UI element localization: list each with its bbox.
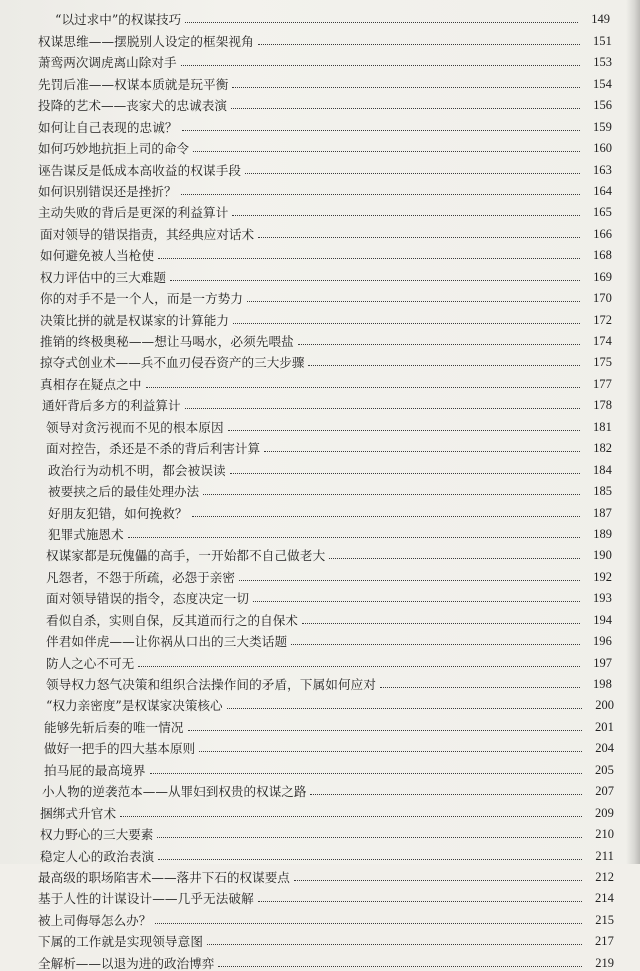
toc-entry — [0, 649, 640, 670]
toc-entry — [0, 906, 640, 927]
toc-entry-title: 萧鸾两次调虎离山除对手 — [38, 55, 177, 71]
toc-entry-title: 领导对贪污视而不见的根本原因 — [46, 419, 224, 435]
toc-entry — [0, 735, 640, 756]
toc-entry-page-number: 153 — [593, 55, 612, 70]
toc-entry-page-number: 198 — [592, 677, 612, 691]
toc-entry — [0, 285, 640, 306]
toc-entry-title: 下属的工作就是实现领导意图 — [38, 934, 204, 950]
dot-leader — [150, 773, 582, 774]
toc-entry-page-number: 194 — [593, 612, 612, 627]
toc-entry-title: 诬告谋反是低成本高收益的权谋手段 — [38, 162, 242, 178]
toc-entry-title: 被要挟之后的最佳处理办法 — [48, 484, 200, 500]
toc-entry-title: 能够先斩后奏的唯一情况 — [44, 719, 184, 735]
dot-leader — [232, 215, 580, 216]
toc-entry — [0, 435, 640, 456]
toc-entry-title: 通奸背后多方的利益算计 — [42, 398, 181, 414]
dot-leader — [247, 301, 580, 302]
toc-entry — [0, 263, 640, 284]
toc-entry-page-number: 185 — [593, 484, 612, 499]
toc-entry-title: 如何让自己表现的忠诚？ — [38, 119, 178, 135]
toc-entry — [0, 949, 640, 970]
toc-entry — [0, 799, 640, 820]
toc-entry-page-number: 210 — [595, 827, 614, 842]
toc-entry — [0, 49, 640, 70]
toc-entry — [0, 456, 640, 477]
toc-entry — [0, 6, 640, 27]
dot-leader — [258, 237, 580, 238]
toc-entry — [0, 242, 640, 263]
toc-entry-title: 主动失败的背后是更深的利益算计 — [38, 205, 229, 221]
toc-entry-title: 基于人性的计谋设计——几乎无法破解 — [38, 891, 254, 907]
dot-leader — [291, 644, 580, 645]
dot-leader — [264, 451, 580, 452]
toc-entry-page-number: 201 — [594, 719, 614, 734]
toc-entry — [0, 113, 640, 134]
toc-entry — [0, 821, 640, 842]
toc-entry-page-number: 174 — [592, 334, 612, 348]
toc-entry — [0, 220, 640, 241]
toc-entry-title: 伴君如伴虎——让你祸从口出的三大类话题 — [46, 634, 288, 650]
toc-entry-page-number: 215 — [595, 912, 614, 927]
toc-entry-page-number: 209 — [594, 805, 614, 820]
dot-leader — [199, 751, 582, 752]
toc-entry — [0, 842, 640, 863]
toc-entry-title: 做好一把手的四大基本原则 — [44, 741, 196, 757]
toc-entry-page-number: 149 — [591, 12, 610, 27]
toc-entry-title: 权力评估中的三大难题 — [40, 269, 166, 285]
dot-leader — [329, 558, 580, 559]
toc-entry-page-number: 211 — [595, 848, 614, 863]
toc-entry-title: 小人物的逆袭范本——从罪妇到权贵的权谋之路 — [42, 784, 307, 800]
toc-entry — [0, 92, 640, 113]
toc-entry — [0, 306, 640, 327]
toc-entry-title: 犯罪式施恩术 — [48, 526, 124, 542]
toc-entry-title: 被上司侮辱怎么办？ — [38, 912, 152, 928]
toc-entry — [0, 885, 640, 906]
toc-entry-page-number: 212 — [595, 869, 614, 884]
toc-entry-title: “权力亲密度”是权谋家决策核心 — [46, 698, 223, 714]
dot-leader — [253, 601, 580, 602]
toc-entry-page-number: 193 — [592, 591, 612, 606]
toc-entry — [0, 70, 640, 91]
toc-entry-page-number: 196 — [592, 634, 612, 649]
dot-leader — [185, 408, 580, 409]
toc-entry-page-number: 166 — [593, 226, 612, 241]
toc-entry-page-number: 205 — [594, 762, 614, 777]
dot-leader — [230, 473, 580, 474]
toc-entry — [0, 478, 640, 499]
toc-entry — [0, 27, 640, 48]
dot-leader — [128, 537, 580, 538]
toc-entry-title: 如何巧妙地抗拒上司的命令 — [38, 141, 190, 157]
toc-entry — [0, 349, 640, 370]
toc-entry-page-number: 151 — [592, 33, 612, 48]
toc-entry-page-number: 204 — [595, 741, 614, 756]
toc-entry-page-number: 156 — [593, 98, 612, 113]
toc-entry-title: 如何避免被人当枪使 — [40, 248, 155, 264]
toc-entry-title: 好朋友犯错，如何挽救？ — [48, 505, 188, 521]
toc-entry-title: “以过求中”的权谋技巧 — [55, 12, 182, 28]
toc-entry — [0, 585, 640, 606]
toc-entry — [0, 178, 640, 199]
toc-entry-page-number: 168 — [592, 248, 612, 263]
toc-entry — [0, 413, 640, 434]
toc-entry-title: 投降的艺术——丧家犬的忠诚表演 — [38, 98, 227, 114]
toc-entry — [0, 671, 640, 692]
toc-entry — [0, 692, 640, 713]
toc-entry-title: 捆绑式升官术 — [40, 805, 117, 821]
toc-entry-title: 真相存在疑点之中 — [40, 376, 142, 392]
toc-entry — [0, 156, 640, 177]
dot-leader — [239, 580, 580, 581]
toc-entry-title: 如何识别错误还是挫折？ — [38, 183, 177, 199]
toc-entry-title: 拍马屁的最高境界 — [44, 762, 146, 778]
toc-entry-page-number: 154 — [592, 76, 612, 91]
toc-entry — [0, 392, 640, 413]
toc-entry-title: 稳定人心的政治表演 — [40, 848, 155, 864]
dot-leader — [302, 623, 580, 624]
toc-entry-title: 权力野心的三大要素 — [40, 827, 154, 843]
dot-leader — [146, 387, 580, 388]
dot-leader — [157, 837, 582, 838]
toc-entry-page-number: 175 — [593, 355, 612, 370]
toc-entry — [0, 756, 640, 777]
dot-leader — [138, 666, 580, 667]
page-spine-shadow — [626, 0, 640, 864]
toc-entry-title: 先罚后准——权谋本质就是玩平衡 — [38, 76, 229, 92]
toc-entry-page-number: 217 — [594, 934, 614, 949]
dot-leader — [232, 87, 580, 88]
toc-entry-page-number: 165 — [592, 205, 612, 220]
toc-entry-page-number: 169 — [593, 269, 612, 284]
toc-entry-page-number: 207 — [595, 784, 614, 799]
toc-entry-page-number: 163 — [592, 162, 612, 177]
toc-entry — [0, 864, 640, 885]
dot-leader — [188, 730, 582, 731]
dot-leader — [185, 22, 578, 23]
toc-entry-title: 推销的终极奥秘——想让马喝水，必须先喂盐 — [40, 334, 294, 349]
toc-entry-title: 面对领导的错误指责，其经典应对话术 — [40, 226, 255, 242]
toc-entry — [0, 542, 640, 563]
toc-entry-page-number: 192 — [593, 569, 612, 584]
toc-entry-title: 权谋思维——摆脱别人设定的框架视角 — [38, 33, 254, 49]
toc-entry-page-number: 177 — [592, 376, 612, 391]
toc-entry-title: 权谋家都是玩傀儡的高手，一开始都不自己做老大 — [46, 548, 326, 564]
toc-entry-page-number: 178 — [593, 398, 612, 413]
toc-entry-page-number: 182 — [593, 441, 612, 456]
toc-entry-title: 你的对手不是一个人，而是一方势力 — [40, 291, 244, 307]
dot-leader — [380, 687, 580, 688]
dot-leader — [182, 130, 580, 131]
toc-entry-page-number: 197 — [593, 655, 612, 670]
dot-leader — [170, 280, 580, 281]
dot-leader — [181, 194, 580, 195]
toc-entry-page-number: 190 — [592, 548, 612, 563]
dot-leader — [245, 173, 580, 174]
toc-entry-page-number: 189 — [593, 526, 612, 541]
toc-entry — [0, 713, 640, 734]
toc-entry-page-number: 187 — [592, 505, 612, 520]
toc-entry-title: 防人之心不可无 — [46, 655, 135, 671]
dot-leader — [258, 901, 582, 902]
dot-leader — [298, 344, 580, 345]
dot-leader — [228, 430, 580, 431]
toc-entry — [0, 606, 640, 627]
dot-leader — [207, 944, 582, 945]
dot-leader — [193, 151, 580, 152]
toc-entry-page-number: 214 — [594, 891, 614, 906]
toc-entry-page-number: 164 — [593, 183, 612, 198]
toc-entry — [0, 928, 640, 949]
toc-entry-title: 面对控告，杀还是不杀的背后利害计算 — [46, 441, 261, 457]
toc-entry-page-number: 181 — [592, 419, 612, 434]
toc-entry-title: 看似自杀，实则自保，反其道而行之的自保术 — [46, 612, 298, 628]
toc-entry-page-number: 219 — [595, 955, 614, 970]
dot-leader — [231, 108, 580, 109]
dot-leader — [218, 966, 582, 967]
toc-entry — [0, 499, 640, 520]
toc-entry — [0, 628, 640, 649]
toc-entry-page-number: 160 — [593, 141, 612, 156]
dot-leader — [192, 516, 580, 517]
toc-entry-title: 领导权力怒气决策和组织合法操作间的矛盾，下属如何应对 — [46, 677, 377, 692]
toc-entry — [0, 328, 640, 349]
dot-leader — [258, 44, 580, 45]
dot-leader — [227, 708, 582, 709]
dot-leader — [203, 494, 580, 495]
toc-entry-page-number: 170 — [592, 291, 612, 306]
toc-entry-title: 政治行为动机不明，都会被误读 — [48, 462, 226, 478]
dot-leader — [120, 816, 582, 817]
dot-leader — [308, 365, 580, 366]
dot-leader — [310, 794, 582, 795]
toc-entry — [0, 370, 640, 391]
dot-leader — [181, 65, 580, 66]
dot-leader — [233, 323, 580, 324]
toc-entry — [0, 778, 640, 799]
toc-entry-page-number: 200 — [595, 698, 614, 713]
toc-entry-title: 凡怨者，不怨于所疏，必怨于亲密 — [46, 569, 235, 585]
dot-leader — [155, 923, 582, 924]
dot-leader — [158, 859, 582, 860]
toc-entry-title: 掠夺式创业术——兵不血刃侵吞资产的三大步骤 — [40, 355, 305, 371]
dot-leader — [158, 258, 580, 259]
toc-entry — [0, 135, 640, 156]
toc-entry-page-number: 172 — [593, 312, 612, 327]
dot-leader — [294, 880, 582, 881]
toc-entry-title: 决策比拼的就是权谋家的计算能力 — [40, 312, 229, 328]
toc-entry-page-number: 184 — [592, 462, 612, 477]
toc-entry-title: 最高级的职场陷害术——落井下石的权谋要点 — [38, 869, 290, 885]
toc-entry — [0, 521, 640, 542]
toc-entry — [0, 199, 640, 220]
toc-entry-title: 全解析——以退为进的政治博弈 — [38, 955, 215, 971]
toc-entry-title: 面对领导错误的指令，态度决定一切 — [46, 591, 250, 607]
toc-entry-page-number: 159 — [592, 119, 612, 134]
toc-entry — [0, 563, 640, 584]
